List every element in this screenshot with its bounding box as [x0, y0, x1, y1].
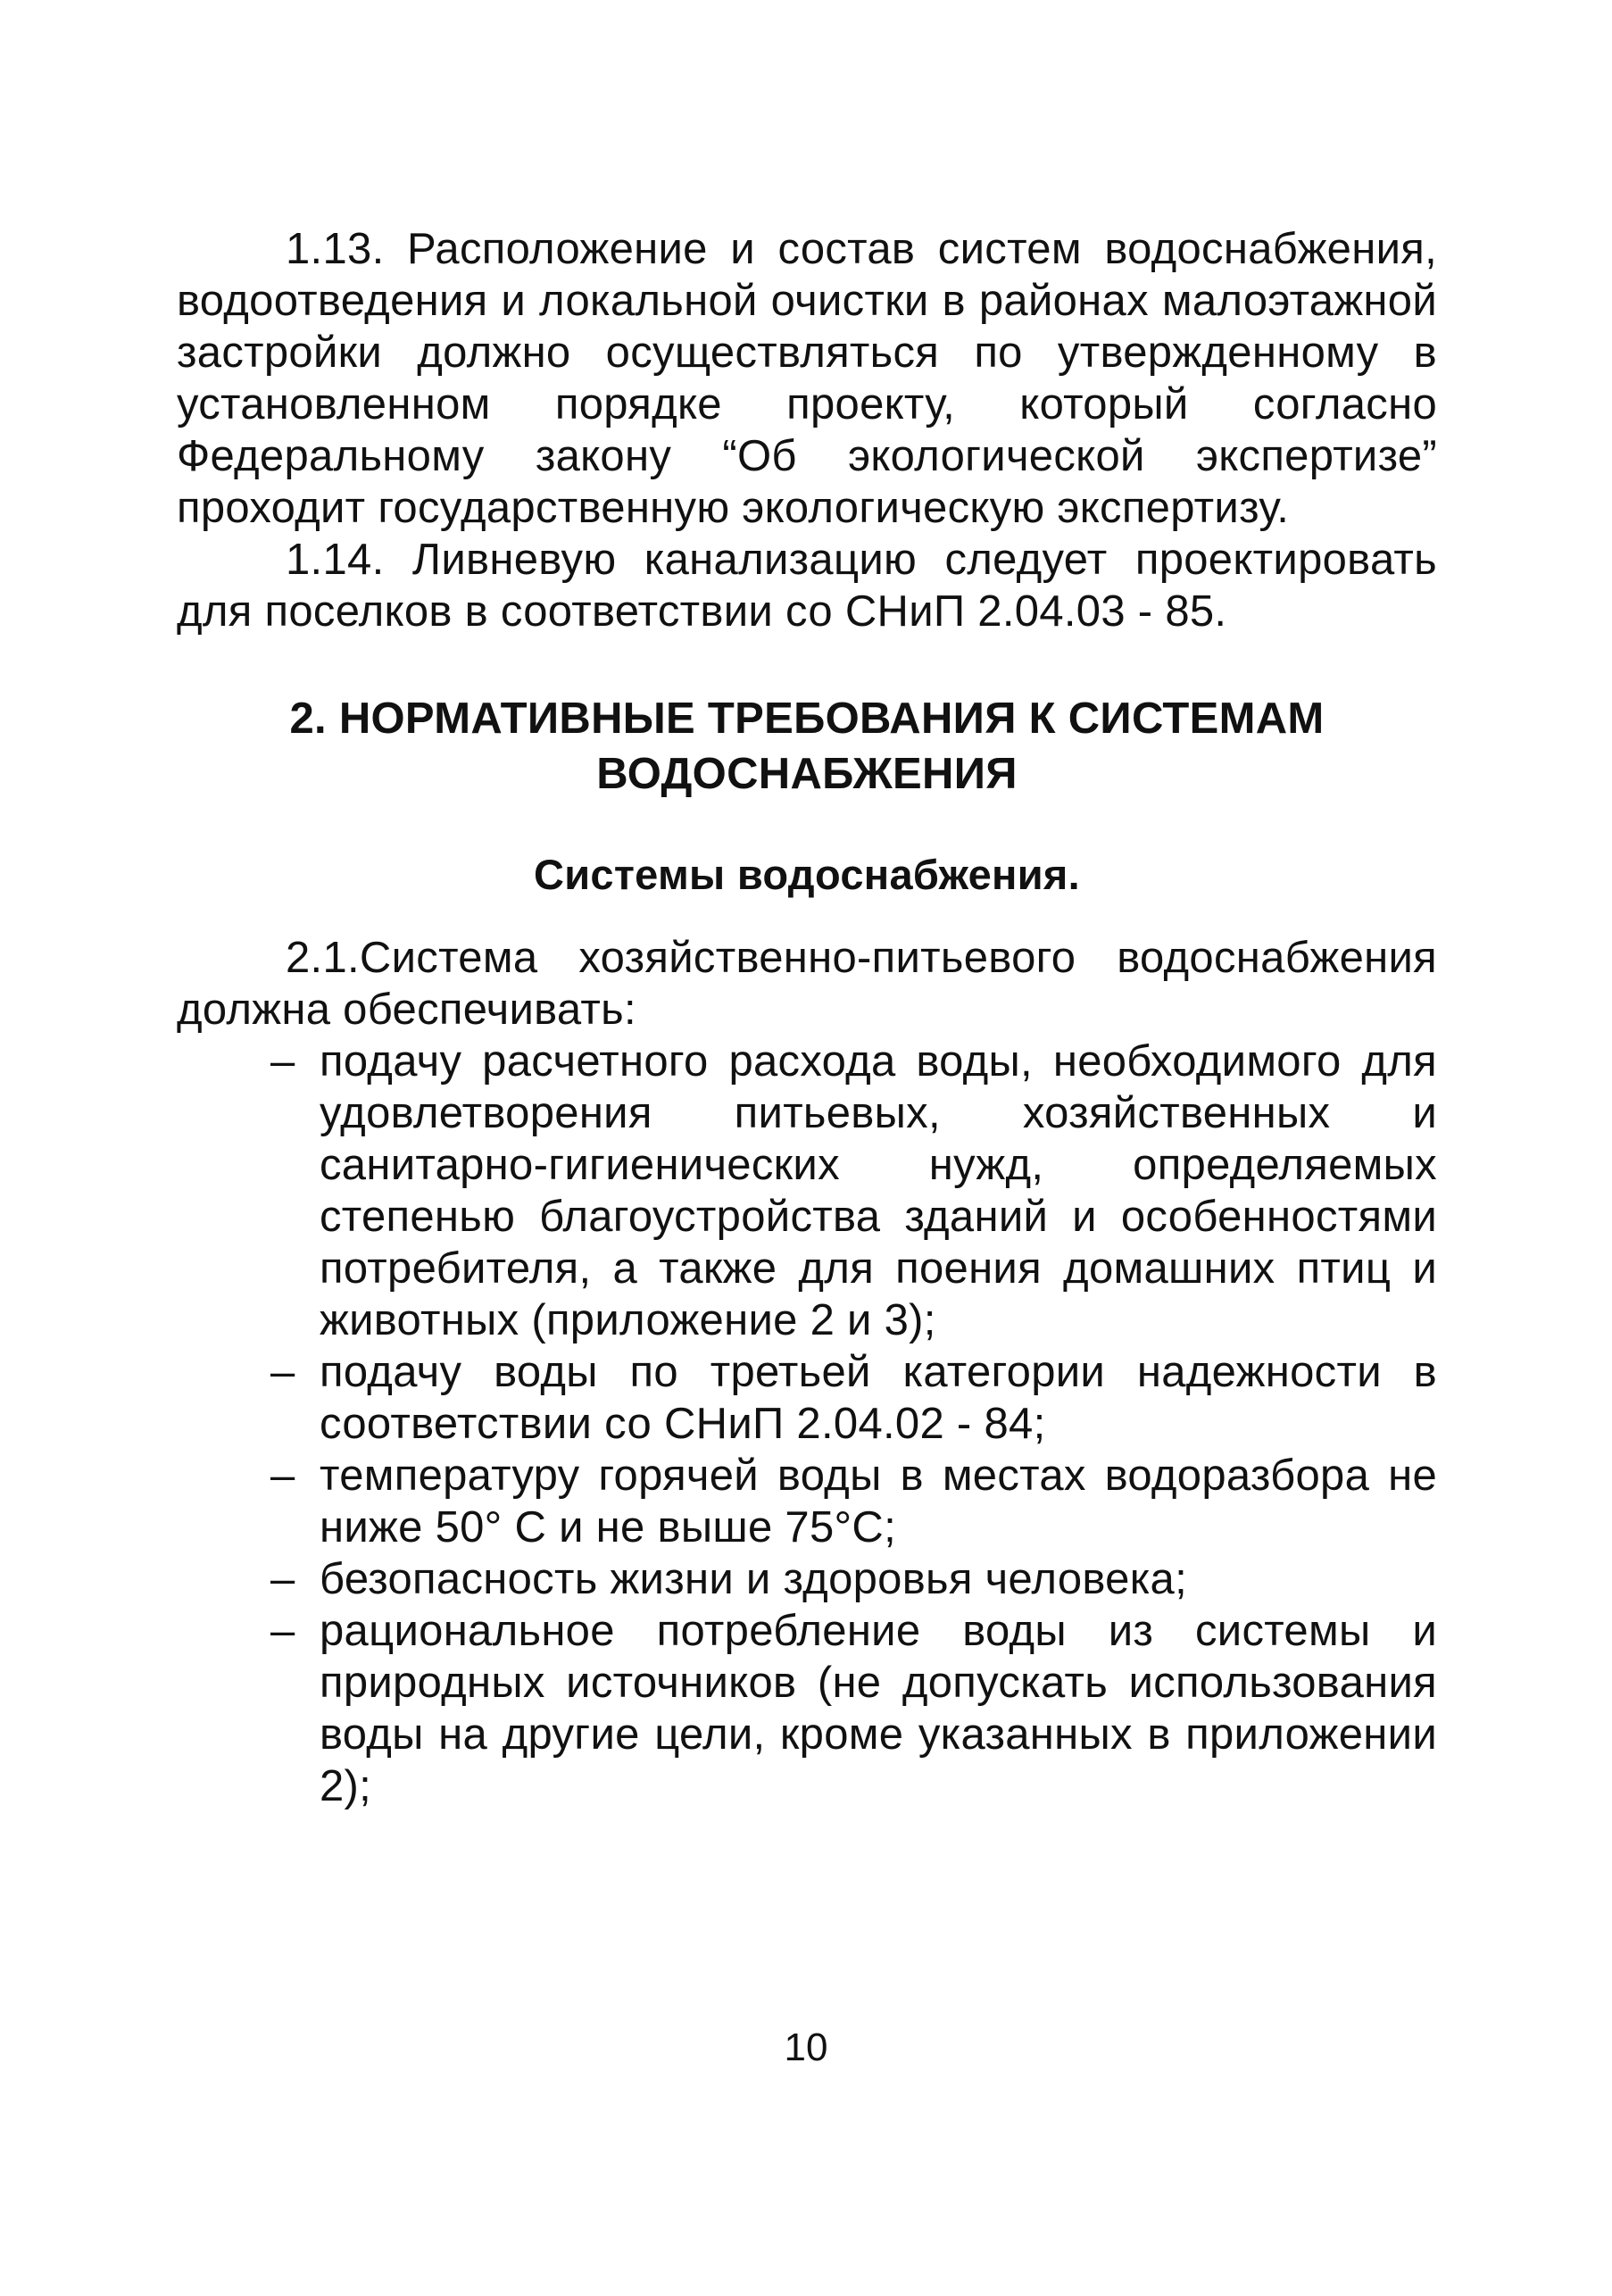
dash-bullet: –	[270, 1452, 295, 1500]
section-heading	[177, 691, 1437, 802]
list-item-text: подачу расчетного расхода воды, необходимого для удовлетворения питьевых, хозяйственных и санитарно-гигиенических нужд, определяемых степенью благоустройства зданий и особенностями потребителя, а также для поения домашних птиц и животных (приложение 2 и 3);	[320, 1037, 1437, 1344]
page-content	[177, 223, 1437, 1812]
dash-bullet: –	[270, 1607, 295, 1655]
paragraph-1-13: 1.13. Расположение и состав систем водоснабжения, водоотведения и локальной очистки в районах малоэтажной застройки должно осуществляться по утвержденному в установленном порядке проекту, который согласно Федеральному закону “Об экологической экспертизе” проходит государственную экологическую экспертизу.	[177, 225, 1437, 532]
dash-bullet: –	[270, 1555, 295, 1603]
section-heading-line-2: ВОДОСНАБЖЕНИЯ	[596, 750, 1018, 798]
list-item	[270, 1036, 1437, 1346]
list-item	[270, 1450, 1437, 1553]
section-subheading: Системы водоснабжения.	[533, 851, 1081, 898]
paragraph-2-1: 2.1.Система хозяйственно-питьевого водоснабжения должна обеспечивать:	[177, 934, 1437, 1034]
dash-bullet: –	[270, 1348, 295, 1396]
list-item-text: температуру горячей воды в местах водоразбора не ниже 50° С и не выше 75°С;	[320, 1452, 1437, 1551]
requirements-list	[177, 1036, 1437, 1812]
dash-bullet: –	[270, 1037, 295, 1086]
list-item-text: подачу воды по третьей категории надежности в соответствии со СНиП 2.04.02 - 84;	[320, 1348, 1437, 1448]
list-item	[270, 1346, 1437, 1450]
list-item-text: безопасность жизни и здоровья человека;	[320, 1555, 1187, 1603]
list-item	[270, 1605, 1437, 1812]
section-heading-line-1: 2. НОРМАТИВНЫЕ ТРЕБОВАНИЯ К СИСТЕМАМ	[289, 695, 1325, 743]
paragraph-1-14: 1.14. Ливневую канализацию следует проектировать для поселков в соответствии со СНиП 2.04.03 - 85.	[177, 536, 1437, 636]
page-number: 10	[784, 2026, 828, 2069]
list-item-text: рациональное потребление воды из системы и природных источников (не допускать использования воды на другие цели, кроме указанных в приложении 2);	[320, 1607, 1437, 1810]
list-item	[270, 1553, 1437, 1605]
